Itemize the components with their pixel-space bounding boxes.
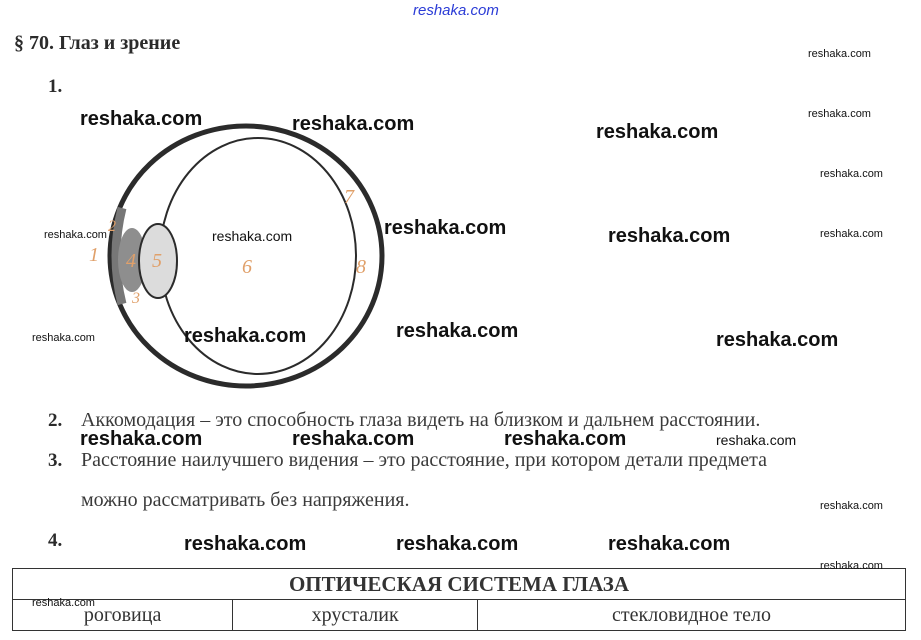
- item-1-number: 1.: [48, 76, 63, 97]
- item-4-number: 4.: [48, 530, 63, 551]
- watermark: reshaka.com: [292, 428, 415, 450]
- watermark: reshaka.com: [384, 217, 507, 239]
- diagram-label-4: 4: [126, 250, 136, 272]
- diagram-label-6: 6: [242, 256, 252, 278]
- item-3-number: 3.: [48, 450, 63, 471]
- watermark: reshaka.com: [396, 533, 519, 555]
- watermark: reshaka.com: [184, 533, 307, 555]
- site-link[interactable]: reshaka.com: [413, 2, 499, 19]
- table-cell-lens: хрусталик: [233, 600, 478, 631]
- diagram-label-8: 8: [356, 256, 366, 278]
- watermark: reshaka.com: [396, 320, 519, 342]
- optical-system-table: [12, 568, 906, 631]
- watermark: reshaka.com: [820, 500, 883, 512]
- watermark: reshaka.com: [212, 228, 293, 244]
- watermark: reshaka.com: [608, 225, 731, 247]
- watermark: reshaka.com: [504, 428, 627, 450]
- watermark: reshaka.com: [80, 108, 203, 130]
- watermark: reshaka.com: [820, 560, 883, 572]
- watermark: reshaka.com: [716, 432, 797, 448]
- watermark: reshaka.com: [292, 113, 415, 135]
- watermark: reshaka.com: [32, 332, 95, 344]
- section-title: § 70. Глаз и зрение: [14, 32, 181, 54]
- diagram-label-5: 5: [152, 250, 162, 272]
- diagram-label-7: 7: [344, 186, 354, 208]
- watermark: reshaka.com: [80, 428, 203, 450]
- table-cell-cornea: роговица: [13, 600, 233, 631]
- table-header: ОПТИЧЕСКАЯ СИСТЕМА ГЛАЗА: [13, 569, 906, 600]
- diagram-label-1: 1: [89, 244, 99, 266]
- item-3-text-continued: можно рассматривать без напряжения.: [81, 489, 410, 511]
- watermark: reshaka.com: [596, 121, 719, 143]
- watermark: reshaka.com: [608, 533, 731, 555]
- watermark: reshaka.com: [808, 108, 871, 120]
- diagram-label-2: 2: [108, 218, 116, 235]
- watermark: reshaka.com: [808, 48, 871, 60]
- watermark: reshaka.com: [184, 325, 307, 347]
- watermark: reshaka.com: [820, 228, 883, 240]
- watermark: reshaka.com: [820, 168, 883, 180]
- diagram-label-3: 3: [132, 290, 140, 307]
- item-2-number: 2.: [48, 410, 63, 431]
- table-cell-vitreous: стекловидное тело: [478, 600, 906, 631]
- watermark: reshaka.com: [716, 329, 839, 351]
- item-3-text: Расстояние наилучшего видения – это расстояние, при котором детали предмета: [81, 449, 767, 471]
- watermark: reshaka.com: [32, 597, 95, 609]
- watermark: reshaka.com: [44, 229, 107, 241]
- item-2-text: Аккомодация – это способность глаза видеть на близком и дальнем расстоянии.: [81, 409, 761, 431]
